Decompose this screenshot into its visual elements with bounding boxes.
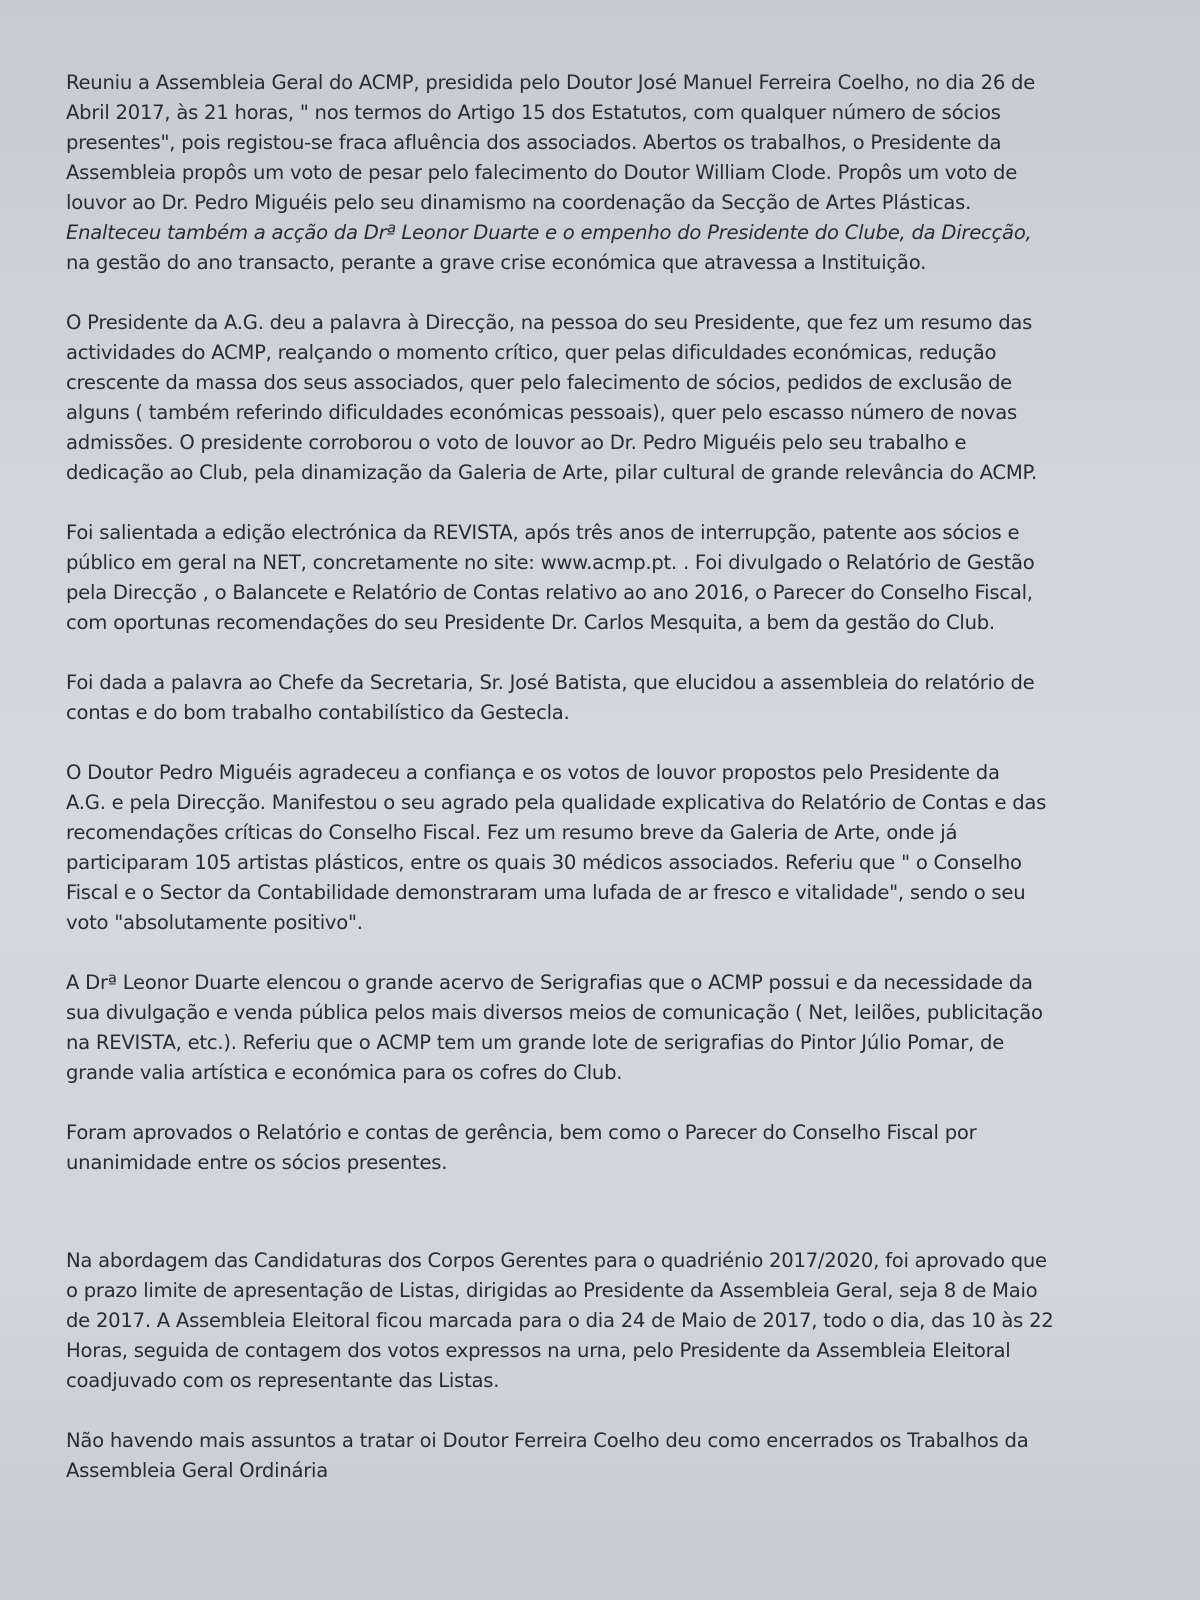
text-line: coadjuvado com os representante das Listas.	[66, 1369, 500, 1392]
text-line: Assembleia Geral Ordinária	[66, 1459, 328, 1482]
text-line: Reuniu a Assembleia Geral do ACMP, presidida pelo Doutor José Manuel Ferreira Coelho, no dia 26 de	[66, 71, 1036, 94]
text-line: dedicação ao Club, pela dinamização da Galeria de Arte, pilar cultural de grande relevância do ACMP.	[66, 461, 1037, 484]
paragraph-secretaria	[66, 668, 1110, 728]
text-line: presentes", pois registou-se fraca afluência dos associados. Abertos os trabalhos, o Presidente da	[66, 131, 1002, 154]
text-line: admissões. O presidente corroborou o voto de louvor ao Dr. Pedro Miguéis pelo seu trabalho e	[66, 431, 967, 454]
text-line: O Doutor Pedro Miguéis agradeceu a confiança e os votos de louvor propostos pelo Presidente da	[66, 761, 1000, 784]
text-line: Não havendo mais assuntos a tratar oi Doutor Ferreira Coelho deu como encerrados os Trabalhos da	[66, 1429, 1029, 1452]
paragraph-approval	[66, 1118, 1110, 1178]
paragraph-revista	[66, 518, 1110, 638]
paragraph-candidaturas	[66, 1246, 1110, 1396]
text-line: A Drª Leonor Duarte elencou o grande acervo de Serigrafias que o ACMP possui e da necessidade da	[66, 971, 1033, 994]
paragraph-opening	[66, 68, 1110, 278]
text-line: A.G. e pela Direcção. Manifestou o seu agrado pela qualidade explicativa do Relatório de Contas e das	[66, 791, 1047, 814]
paragraph-pedro-migueis	[66, 758, 1110, 938]
text-line: Na abordagem das Candidaturas dos Corpos Gerentes para o quadriénio 2017/2020, foi aprovado que	[66, 1249, 1047, 1272]
text-line: público em geral na NET, concretamente no site: www.acmp.pt. . Foi divulgado o Relatório de Gestão	[66, 551, 1035, 574]
paragraph-direction-report	[66, 308, 1110, 488]
text-line: participaram 105 artistas plásticos, entre os quais 30 médicos associados. Referiu que " o Conselho	[66, 851, 1022, 874]
text-line: unanimidade entre os sócios presentes.	[66, 1151, 448, 1174]
text-line: Foi salientada a edição electrónica da REVISTA, após três anos de interrupção, patente aos sócios e	[66, 521, 1020, 544]
text-line: O Presidente da A.G. deu a palavra à Direcção, na pessoa do seu Presidente, que fez um resumo das	[66, 311, 1033, 334]
text-line: crescente da massa dos seus associados, quer pelo falecimento de sócios, pedidos de exclusão de	[66, 371, 1012, 394]
text-line: recomendações críticas do Conselho Fiscal. Fez um resumo breve da Galeria de Arte, onde já	[66, 821, 958, 844]
text-line: Enalteceu também a acção da Drª Leonor Duarte e o empenho do Presidente do Clube, da Direcção,	[66, 221, 1032, 244]
text-line: grande valia artística e económica para os cofres do Club.	[66, 1061, 623, 1084]
text-line: na gestão do ano transacto, perante a grave crise económica que atravessa a Instituição.	[66, 251, 927, 274]
paragraph-closing	[66, 1426, 1110, 1486]
text-line: Assembleia propôs um voto de pesar pelo falecimento do Doutor William Clode. Propôs um voto de	[66, 161, 1018, 184]
text-line: Foi dada a palavra ao Chefe da Secretaria, Sr. José Batista, que elucidou a assembleia do relatório de	[66, 671, 1035, 694]
text-line: Foram aprovados o Relatório e contas de gerência, bem como o Parecer do Conselho Fiscal por	[66, 1121, 977, 1144]
text-line: voto "absolutamente positivo".	[66, 911, 363, 934]
text-line: com oportunas recomendações do seu Presidente Dr. Carlos Mesquita, a bem da gestão do Club.	[66, 611, 995, 634]
text-line: louvor ao Dr. Pedro Miguéis pelo seu dinamismo na coordenação da Secção de Artes Plásticas.	[66, 191, 972, 214]
paragraph-leonor-duarte	[66, 968, 1110, 1088]
text-line: alguns ( também referindo dificuldades económicas pessoais), quer pelo escasso número de novas	[66, 401, 1017, 424]
text-line: pela Direcção , o Balancete e Relatório de Contas relativo ao ano 2016, o Parecer do Conselho Fiscal,	[66, 581, 1033, 604]
text-line: Fiscal e o Sector da Contabilidade demonstraram uma lufada de ar fresco e vitalidade", sendo o seu	[66, 881, 1026, 904]
text-line: sua divulgação e venda pública pelos mais diversos meios de comunicação ( Net, leilões, publicitação	[66, 1001, 1043, 1024]
text-line: na REVISTA, etc.). Referiu que o ACMP tem um grande lote de serigrafias do Pintor Júlio Pomar, de	[66, 1031, 1005, 1054]
text-line: Abril 2017, às 21 horas, " nos termos do Artigo 15 dos Estatutos, com qualquer número de sócios	[66, 101, 1001, 124]
text-line: Horas, seguida de contagem dos votos expressos na urna, pelo Presidente da Assembleia Eleitoral	[66, 1339, 1011, 1362]
text-line: de 2017. A Assembleia Eleitoral ficou marcada para o dia 24 de Maio de 2017, todo o dia, das 10 às 22	[66, 1309, 1054, 1332]
text-line: o prazo limite de apresentação de Listas, dirigidas ao Presidente da Assembleia Geral, seja 8 de Maio	[66, 1279, 1038, 1302]
text-line: contas e do bom trabalho contabilístico da Gestecla.	[66, 701, 570, 724]
text-line: actividades do ACMP, realçando o momento crítico, quer pelas dificuldades económicas, redução	[66, 341, 997, 364]
